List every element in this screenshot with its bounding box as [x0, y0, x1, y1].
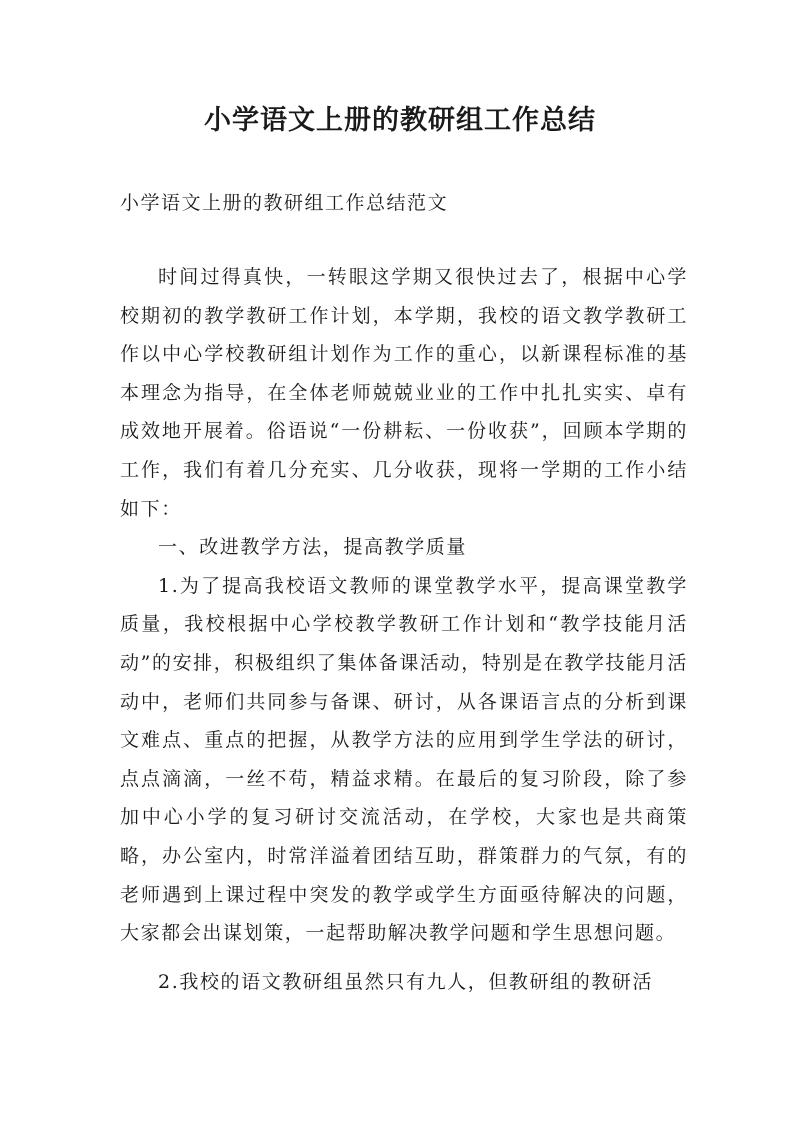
paragraph-item-1: 1.为了提高我校语文教师的课堂教学水平，提高课堂教学质量，我校根据中心学校教学教研工作计划和“教学技能月活动”的安排，积极组织了集体备课活动，特别是在教学技能月活动中，老师们共同参与备课、研讨，从各课语言点的分析到课文难点、重点的把握，从教学方法的应用到学生学法的研讨，点点滴滴，一丝不苟，精益求精。在最后的复习阶段，除了参加中心小学的复习研讨交流活动，在学校，大家也是共商策略，办公室内，时常洋溢着团结互助，群策群力的气氛，有的老师遇到上课过程中突发的教学或学生方面亟待解决的问题，大家都会出谋划策，一起帮助解决教学问题和学生思想问题。	[120, 574, 688, 945]
paragraph-item-2: 2.我校的语文教研组虽然只有九人，但教研组的教研活	[158, 970, 654, 993]
paragraph-intro: 时间过得真快，一转眼这学期又很快过去了，根据中心学校期初的教学教研工作计划，本学期，我校的语文教学教研工作以中心学校教研组计划作为工作的重心，以新课程标准的基本理念为指导，在全体老师兢兢业业的工作中扎扎实实、卓有成效地开展着。俗语说“一份耕耘、一份收获”，回顾本学期的工作，我们有着几分充实、几分收获，现将一学期的工作小结如下：	[120, 266, 688, 520]
section-heading: 一、改进教学方法，提高教学质量	[158, 536, 468, 559]
document-title: 小学语文上册的教研组工作总结	[204, 105, 596, 136]
document-body	[120, 258, 688, 1001]
document-subtitle: 小学语文上册的教研组工作总结范文	[120, 192, 449, 214]
